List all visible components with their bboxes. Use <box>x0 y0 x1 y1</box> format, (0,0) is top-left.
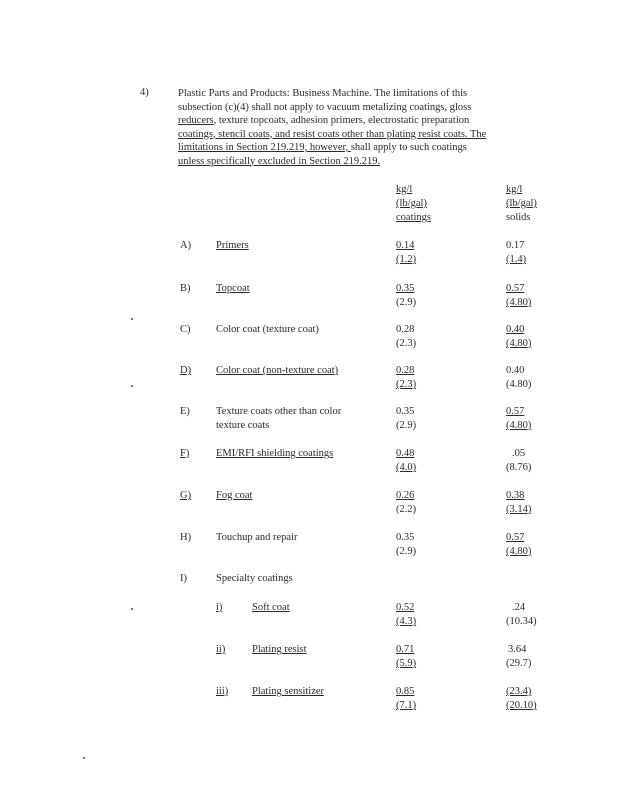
subrow-value: (23.4) <box>506 686 532 697</box>
scan-speck <box>131 318 133 320</box>
subrow-value: (29.7) <box>506 658 532 669</box>
paragraph-text: Plastic Parts and Products: Business Machine. The limitations of this <box>178 88 468 99</box>
row-value: (4.80) <box>506 420 532 431</box>
col2-unit-imperial: (lb/gal) <box>506 198 537 209</box>
row-value: (4.80) <box>506 297 532 308</box>
row-label-continued: texture coats <box>216 420 270 431</box>
row-value: (3.14) <box>506 504 532 515</box>
row-value: 0.57 <box>506 283 525 294</box>
row-value: 0.28 <box>396 324 415 335</box>
row-letter: A) <box>180 240 192 251</box>
row-label: Color coat (texture coat) <box>216 324 319 335</box>
row-value: (1.4) <box>506 254 527 265</box>
subrow-number: i) <box>216 602 223 613</box>
subrow-value: 0.71 <box>396 644 415 655</box>
col1-basis: coatings <box>396 212 431 223</box>
row-value: 0.35 <box>396 532 415 543</box>
paragraph-text-underlined: limitations in Section 219.219, however, <box>178 142 351 153</box>
row-letter: B) <box>180 283 191 294</box>
subrow-value: 3.64 <box>508 644 527 655</box>
row-label: EMI/RFI shielding coatings <box>216 448 334 459</box>
row-label: Touchup and repair <box>216 532 298 543</box>
subrow-label: Plating resist <box>252 644 307 655</box>
row-label: Specialty coatings <box>216 573 293 584</box>
row-value: 0.26 <box>396 490 415 501</box>
row-value: (4.80) <box>506 379 532 390</box>
paragraph-text: shall apply to such coatings <box>350 142 467 153</box>
row-label: Color coat (non-texture coat) <box>216 365 339 376</box>
paragraph-text: subsection (c)(4) shall not apply to vacuum metalizing coatings, gloss <box>178 101 472 113</box>
row-value: (2.3) <box>396 379 417 390</box>
section-number: 4) <box>140 87 149 98</box>
row-value: 0.40 <box>506 324 525 335</box>
scan-speck <box>131 608 133 610</box>
section-paragraph <box>178 87 548 168</box>
paragraph-line <box>178 155 548 169</box>
scan-speck <box>83 757 85 759</box>
col1-unit-imperial: (lb/gal) <box>396 198 427 209</box>
paragraph-line <box>178 114 548 128</box>
row-value: .05 <box>512 448 526 459</box>
paragraph-text-underlined: reducers <box>178 115 214 126</box>
row-value: (2.3) <box>396 338 417 349</box>
col2-unit-metric: kg/l <box>506 184 523 195</box>
row-letter: H) <box>180 532 192 543</box>
row-label: Fog coat <box>216 490 253 501</box>
subrow-value: (7.1) <box>396 700 417 711</box>
row-value: (1.2) <box>396 254 417 265</box>
scan-speck <box>131 385 133 387</box>
row-letter: D) <box>180 365 192 376</box>
subrow-label: Soft coat <box>252 602 290 613</box>
subrow-value: 0.52 <box>396 602 415 613</box>
row-value: (4.0) <box>396 462 417 473</box>
row-value: 0.38 <box>506 490 525 501</box>
row-value: 0.35 <box>396 283 415 294</box>
paragraph-text: , texture topcoats, adhesion primers, electrostatic preparation <box>213 115 470 126</box>
row-letter: F) <box>180 448 190 459</box>
row-letter: I) <box>180 573 187 584</box>
subrow-label: Plating sensitizer <box>252 686 325 697</box>
row-label: Topcoat <box>216 283 250 294</box>
paragraph-text-underlined: coatings, stencil coats, and resist coats other than plating resist coats. The <box>178 128 487 140</box>
row-label: Primers <box>216 240 249 251</box>
row-letter: G) <box>180 490 192 501</box>
row-value: 0.57 <box>506 406 525 417</box>
row-value: (4.80) <box>506 338 532 349</box>
row-value: (2.9) <box>396 546 417 557</box>
subrow-number: ii) <box>216 644 226 655</box>
row-value: 0.57 <box>506 532 525 543</box>
row-letter: E) <box>180 406 190 417</box>
paragraph-text-underlined: unless specifically excluded in Section 219.219. <box>178 155 381 167</box>
row-value: 0.48 <box>396 448 415 459</box>
row-value: (2.9) <box>396 420 417 431</box>
paragraph-line <box>178 101 548 115</box>
subrow-value: (20.10) <box>506 700 537 711</box>
paragraph-line <box>178 87 548 101</box>
row-value: (2.9) <box>396 297 417 308</box>
col1-unit-metric: kg/l <box>396 184 413 195</box>
column-header-coatings <box>396 184 431 224</box>
subrow-value: (10.34) <box>506 616 537 627</box>
row-value: 0.35 <box>396 406 415 417</box>
row-label: Texture coats other than color <box>216 406 342 417</box>
row-letter: C) <box>180 324 191 335</box>
row-value: 0.28 <box>396 365 415 376</box>
row-value: (8.76) <box>506 462 532 473</box>
row-value: 0.17 <box>506 240 525 251</box>
col2-basis: solids <box>506 212 531 223</box>
paragraph-line <box>178 141 548 155</box>
subrow-value: .24 <box>512 602 526 613</box>
row-value: (2.2) <box>396 504 417 515</box>
subrow-value: (5.9) <box>396 658 417 669</box>
row-value: (4.80) <box>506 546 532 557</box>
subrow-number: iii) <box>216 686 229 697</box>
subrow-value: 0.85 <box>396 686 415 697</box>
row-value: 0.40 <box>506 365 525 376</box>
column-header-solids <box>506 184 537 224</box>
subrow-value: (4.3) <box>396 616 417 627</box>
row-value: 0.14 <box>396 240 415 251</box>
paragraph-line <box>178 128 548 142</box>
